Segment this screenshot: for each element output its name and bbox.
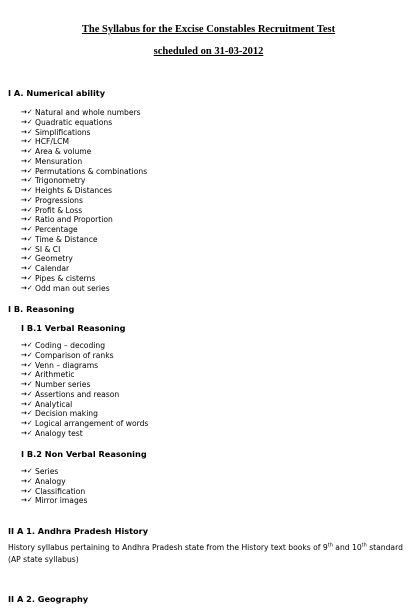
arrow-check-bullet-icon: →✓ bbox=[21, 486, 33, 495]
list-item bbox=[21, 137, 147, 147]
arrow-check-bullet-icon: →✓ bbox=[21, 137, 33, 146]
list-item-label: Trigonometry bbox=[35, 176, 86, 186]
arrow-check-bullet-icon: →✓ bbox=[21, 283, 33, 292]
arrow-check-bullet-icon: →✓ bbox=[21, 215, 33, 224]
list-item bbox=[21, 196, 147, 206]
list-item-label: Classification bbox=[35, 486, 86, 496]
list-item bbox=[21, 167, 147, 177]
list-item-label: Quadratic equations bbox=[35, 117, 113, 127]
arrow-check-bullet-icon: →✓ bbox=[21, 496, 33, 505]
arrow-check-bullet-icon: →✓ bbox=[21, 273, 33, 282]
list-item bbox=[21, 245, 147, 255]
list-item-label: Pipes & cisterns bbox=[35, 273, 96, 283]
list-item bbox=[21, 284, 147, 294]
ap-history-description bbox=[8, 542, 408, 566]
list-item bbox=[21, 254, 147, 264]
arrow-check-bullet-icon: →✓ bbox=[21, 166, 33, 175]
arrow-check-bullet-icon: →✓ bbox=[21, 195, 33, 204]
list-item bbox=[21, 147, 147, 157]
arrow-check-bullet-icon: →✓ bbox=[21, 476, 33, 485]
list-item-label: Coding – decoding bbox=[35, 341, 106, 350]
list-item-label: Geometry bbox=[35, 254, 73, 264]
list-item bbox=[21, 361, 148, 371]
list-item-label: Comparison of ranks bbox=[35, 350, 114, 360]
list-item bbox=[21, 429, 148, 439]
ap-history-text-2: and 10 bbox=[332, 543, 362, 552]
list-item bbox=[21, 157, 147, 167]
subsection-heading-verbal-reasoning: I B.1 Verbal Reasoning bbox=[21, 323, 126, 333]
verbal-reasoning-list bbox=[21, 341, 148, 439]
arrow-check-bullet-icon: →✓ bbox=[21, 264, 33, 272]
list-item-label: SI & CI bbox=[35, 244, 61, 254]
arrow-check-bullet-icon: →✓ bbox=[21, 341, 33, 349]
list-item bbox=[21, 274, 147, 284]
list-item-label: Logical arrangement of words bbox=[35, 419, 149, 428]
list-item-label: Simplifications bbox=[35, 127, 91, 137]
arrow-check-bullet-icon: →✓ bbox=[21, 117, 33, 126]
list-item bbox=[21, 206, 147, 216]
list-item bbox=[21, 351, 148, 361]
ap-history-text-1: History syllabus pertaining to Andhra Pradesh state from the History text books of 9 bbox=[8, 543, 328, 552]
arrow-check-bullet-icon: →✓ bbox=[21, 244, 33, 253]
list-item-label: Natural and whole numbers bbox=[35, 108, 141, 117]
ap-history-sup-1: th bbox=[327, 542, 333, 549]
arrow-check-bullet-icon: →✓ bbox=[21, 205, 33, 214]
list-item-label: Ratio and Proportion bbox=[35, 215, 113, 225]
arrow-check-bullet-icon: →✓ bbox=[21, 156, 33, 165]
section-heading-ap-history: II A 1. Andhra Pradesh History bbox=[8, 526, 149, 536]
arrow-check-bullet-icon: →✓ bbox=[21, 254, 33, 263]
numerical-ability-list bbox=[21, 108, 147, 293]
arrow-check-bullet-icon: →✓ bbox=[21, 108, 33, 116]
arrow-check-bullet-icon: →✓ bbox=[21, 419, 33, 427]
list-item-label: Analytical bbox=[35, 399, 73, 409]
list-item-label: Analogy test bbox=[35, 428, 83, 438]
list-item-label: Time & Distance bbox=[35, 234, 98, 244]
list-item-label: Arithmetic bbox=[35, 370, 75, 380]
list-item bbox=[21, 235, 147, 245]
list-item-label: Mensuration bbox=[35, 156, 83, 166]
arrow-check-bullet-icon: →✓ bbox=[21, 350, 33, 359]
arrow-check-bullet-icon: →✓ bbox=[21, 234, 33, 243]
list-item bbox=[21, 487, 87, 497]
arrow-check-bullet-icon: →✓ bbox=[21, 225, 33, 233]
ap-history-text-3: standard (AP state syllabus) bbox=[8, 543, 403, 564]
list-item-label: Number series bbox=[35, 380, 91, 389]
section-heading-geography: II A 2. Geography bbox=[8, 594, 89, 604]
list-item-label: Series bbox=[35, 467, 59, 476]
list-item-label: Area & volume bbox=[35, 147, 92, 156]
list-item-label: Profit & Loss bbox=[35, 205, 83, 215]
list-item bbox=[21, 118, 147, 128]
arrow-check-bullet-icon: →✓ bbox=[21, 409, 33, 418]
arrow-check-bullet-icon: →✓ bbox=[21, 428, 33, 437]
ap-history-sup-2: th bbox=[361, 542, 367, 549]
arrow-check-bullet-icon: →✓ bbox=[21, 370, 33, 379]
arrow-check-bullet-icon: →✓ bbox=[21, 389, 33, 398]
list-item bbox=[21, 409, 148, 419]
list-item-label: Odd man out series bbox=[35, 283, 110, 293]
list-item bbox=[21, 264, 147, 274]
arrow-check-bullet-icon: →✓ bbox=[21, 360, 33, 369]
list-item-label: Permutations & combinations bbox=[35, 166, 148, 176]
list-item bbox=[21, 496, 87, 506]
list-item bbox=[21, 108, 147, 118]
document-subtitle: scheduled on 31-03-2012 bbox=[153, 46, 264, 57]
list-item bbox=[21, 370, 148, 380]
list-item bbox=[21, 176, 147, 186]
list-item bbox=[21, 380, 148, 390]
document-title: The Syllabus for the Excise Constables Recruitment Test bbox=[81, 24, 336, 35]
arrow-check-bullet-icon: →✓ bbox=[21, 147, 33, 155]
list-item-label: Decision making bbox=[35, 409, 98, 419]
subsection-heading-nonverbal-reasoning: I B.2 Non Verbal Reasoning bbox=[21, 449, 147, 459]
list-item-label: Analogy bbox=[35, 476, 66, 486]
arrow-check-bullet-icon: →✓ bbox=[21, 467, 33, 475]
list-item-label: Heights & Distances bbox=[35, 186, 112, 195]
list-item-label: Venn – diagrams bbox=[35, 360, 99, 370]
list-item bbox=[21, 215, 147, 225]
arrow-check-bullet-icon: →✓ bbox=[21, 380, 33, 388]
list-item bbox=[21, 225, 147, 235]
list-item bbox=[21, 341, 148, 351]
list-item-label: Mirror images bbox=[35, 496, 88, 506]
list-item bbox=[21, 186, 147, 196]
nonverbal-reasoning-list bbox=[21, 467, 87, 506]
list-item-label: HCF/LCM bbox=[35, 137, 70, 147]
list-item bbox=[21, 467, 87, 477]
list-item bbox=[21, 419, 148, 429]
arrow-check-bullet-icon: →✓ bbox=[21, 186, 33, 194]
arrow-check-bullet-icon: →✓ bbox=[21, 176, 33, 185]
list-item-label: Percentage bbox=[35, 225, 78, 234]
list-item bbox=[21, 128, 147, 138]
section-heading-reasoning: I B. Reasoning bbox=[8, 304, 75, 314]
section-heading-numerical-ability: I A. Numerical ability bbox=[8, 88, 106, 98]
list-item-label: Calendar bbox=[35, 264, 70, 273]
list-item bbox=[21, 477, 87, 487]
arrow-check-bullet-icon: →✓ bbox=[21, 399, 33, 408]
arrow-check-bullet-icon: →✓ bbox=[21, 127, 33, 136]
list-item-label: Progressions bbox=[35, 195, 83, 205]
list-item-label: Assertions and reason bbox=[35, 389, 120, 399]
list-item bbox=[21, 400, 148, 410]
list-item bbox=[21, 390, 148, 400]
